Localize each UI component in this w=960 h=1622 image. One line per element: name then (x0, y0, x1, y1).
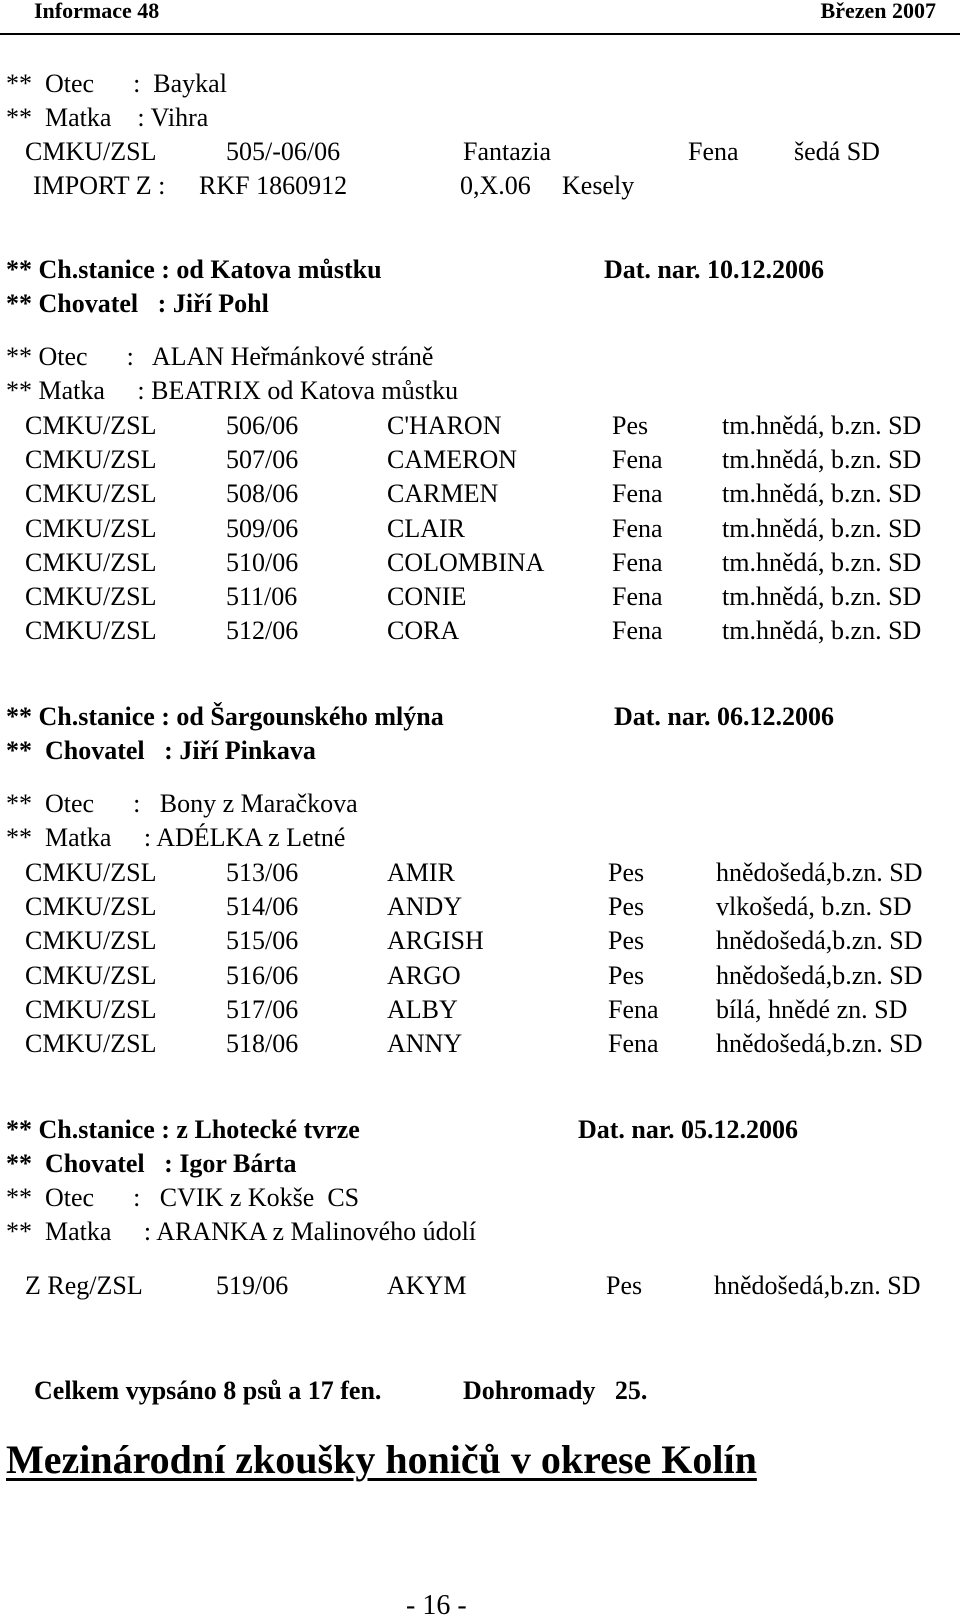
row-name: CARMEN (387, 479, 499, 509)
row-sex: Fena (612, 547, 663, 577)
row-num: 517/06 (226, 994, 299, 1024)
row-color: tm.hnědá, b.zn. SD (722, 411, 922, 440)
row-sex: Fena (612, 513, 663, 543)
birth-date: Dat. nar. 06.12.2006 (614, 702, 835, 731)
otec-line: ** Otec : ALAN Heřmánkové stráně (6, 342, 434, 371)
chovatel-line: ** Chovatel : Jiří Pohl (6, 289, 269, 318)
row-num: 518/06 (226, 1029, 299, 1058)
row-name: ARGISH (387, 926, 484, 956)
chovatel-line: ** Chovatel : Igor Bárta (6, 1149, 297, 1178)
section-title: Mezinárodní zkoušky honičů v okrese Kolín (6, 1437, 757, 1482)
row-num: 513/06 (226, 858, 299, 887)
row-num: 514/06 (226, 892, 299, 922)
row-name: ALBY (387, 994, 458, 1024)
row-color: hnědošedá,b.zn. SD (716, 1029, 923, 1058)
chovatel-line: ** Chovatel : Jiří Pinkava (6, 736, 316, 765)
row-reg: CMKU/ZSL (25, 582, 157, 611)
stanice-line: ** Ch.stanice : od Šargounského mlýna (6, 702, 444, 731)
row-num: 511/06 (226, 582, 298, 611)
row-color: tm.hnědá, b.zn. SD (722, 513, 922, 543)
row-color: tm.hnědá, b.zn. SD (722, 479, 922, 509)
matka-line: ** Matka : Vihra (6, 103, 209, 132)
row-reg: CMKU/ZSL (25, 892, 157, 922)
row-sex: Pes (612, 411, 649, 440)
row-name: CORA (387, 616, 460, 646)
header-left: Informace 48 (34, 0, 160, 23)
row-name: CONIE (387, 582, 467, 611)
row-name: CAMERON (387, 445, 518, 475)
row-color: tm.hnědá, b.zn. SD (722, 616, 922, 646)
import-name: Kesely (562, 171, 635, 200)
row-color: hnědošedá,b.zn. SD (716, 858, 923, 887)
row-sex: Pes (606, 1271, 643, 1300)
row-reg: CMKU/ZSL (25, 137, 157, 166)
otec-line: ** Otec : CVIK z Kokše CS (6, 1183, 360, 1212)
row-num: 516/06 (226, 960, 299, 990)
row-sex: Fena (608, 994, 659, 1024)
row-sex: Pes (608, 858, 645, 887)
row-name: AKYM (387, 1271, 467, 1300)
row-num: 507/06 (226, 445, 299, 475)
row-name: ANNY (387, 1029, 463, 1058)
row-name: CLAIR (387, 513, 465, 543)
otec-line: ** Otec : Bony z Maračkova (6, 789, 358, 818)
header-rule (0, 33, 960, 35)
summary-text: Celkem vypsáno 8 psů a 17 fen. (34, 1376, 382, 1405)
row-name: COLOMBINA (387, 547, 545, 577)
row-reg: CMKU/ZSL (25, 960, 157, 990)
row-name: Fantazia (463, 137, 552, 166)
row-sex: Fena (688, 137, 739, 166)
row-reg: CMKU/ZSL (25, 1029, 157, 1058)
birth-date: Dat. nar. 10.12.2006 (604, 255, 825, 284)
row-reg: CMKU/ZSL (25, 926, 157, 956)
import-label: IMPORT Z : (33, 171, 166, 200)
row-reg: CMKU/ZSL (25, 479, 157, 509)
row-reg: CMKU/ZSL (25, 445, 157, 475)
row-num: 505/-06/06 (226, 137, 341, 166)
row-sex: Fena (612, 445, 663, 475)
row-color: vlkošedá, b.zn. SD (716, 892, 912, 922)
row-color: tm.hnědá, b.zn. SD (722, 582, 922, 611)
row-name: AMIR (387, 858, 455, 887)
matka-line: ** Matka : ADÉLKA z Letné (6, 823, 346, 852)
summary-total: Dohromady 25. (463, 1376, 648, 1405)
row-color: hnědošedá,b.zn. SD (714, 1271, 921, 1300)
row-sex: Pes (608, 960, 645, 990)
row-reg: CMKU/ZSL (25, 858, 157, 887)
row-num: 510/06 (226, 547, 299, 577)
import-num: RKF 1860912 (199, 171, 348, 200)
row-name: ANDY (387, 892, 463, 922)
row-name: ARGO (387, 960, 461, 990)
otec-line: ** Otec : Baykal (6, 69, 227, 98)
row-num: 509/06 (226, 513, 299, 543)
row-sex: Pes (608, 926, 645, 956)
row-color: hnědošedá,b.zn. SD (716, 926, 923, 956)
header-right: Březen 2007 (820, 0, 936, 23)
row-sex: Fena (608, 1029, 659, 1058)
row-name: C'HARON (387, 411, 502, 440)
row-reg: CMKU/ZSL (25, 513, 157, 543)
row-color: bílá, hnědé zn. SD (716, 994, 908, 1024)
stanice-line: ** Ch.stanice : od Katova můstku (6, 255, 382, 284)
page-number: - 16 - (406, 1590, 467, 1621)
row-num: 512/06 (226, 616, 299, 646)
row-reg: Z Reg/ZSL (25, 1271, 143, 1300)
import-date: 0,X.06 (460, 171, 531, 200)
row-sex: Pes (608, 892, 645, 922)
birth-date: Dat. nar. 05.12.2006 (578, 1115, 799, 1144)
row-num: 515/06 (226, 926, 299, 956)
row-sex: Fena (612, 616, 663, 646)
row-reg: CMKU/ZSL (25, 411, 157, 440)
row-reg: CMKU/ZSL (25, 547, 157, 577)
matka-line: ** Matka : ARANKA z Malinového údolí (6, 1217, 477, 1246)
row-color: šedá SD (794, 137, 880, 166)
row-num: 508/06 (226, 479, 299, 509)
row-reg: CMKU/ZSL (25, 994, 157, 1024)
row-sex: Fena (612, 479, 663, 509)
row-color: tm.hnědá, b.zn. SD (722, 547, 922, 577)
row-sex: Fena (612, 582, 663, 611)
matka-line: ** Matka : BEATRIX od Katova můstku (6, 376, 459, 405)
row-reg: CMKU/ZSL (25, 616, 157, 646)
row-color: tm.hnědá, b.zn. SD (722, 445, 922, 475)
row-color: hnědošedá,b.zn. SD (716, 960, 923, 990)
row-num: 519/06 (216, 1271, 289, 1300)
row-num: 506/06 (226, 411, 299, 440)
stanice-line: ** Ch.stanice : z Lhotecké tvrze (6, 1115, 360, 1144)
